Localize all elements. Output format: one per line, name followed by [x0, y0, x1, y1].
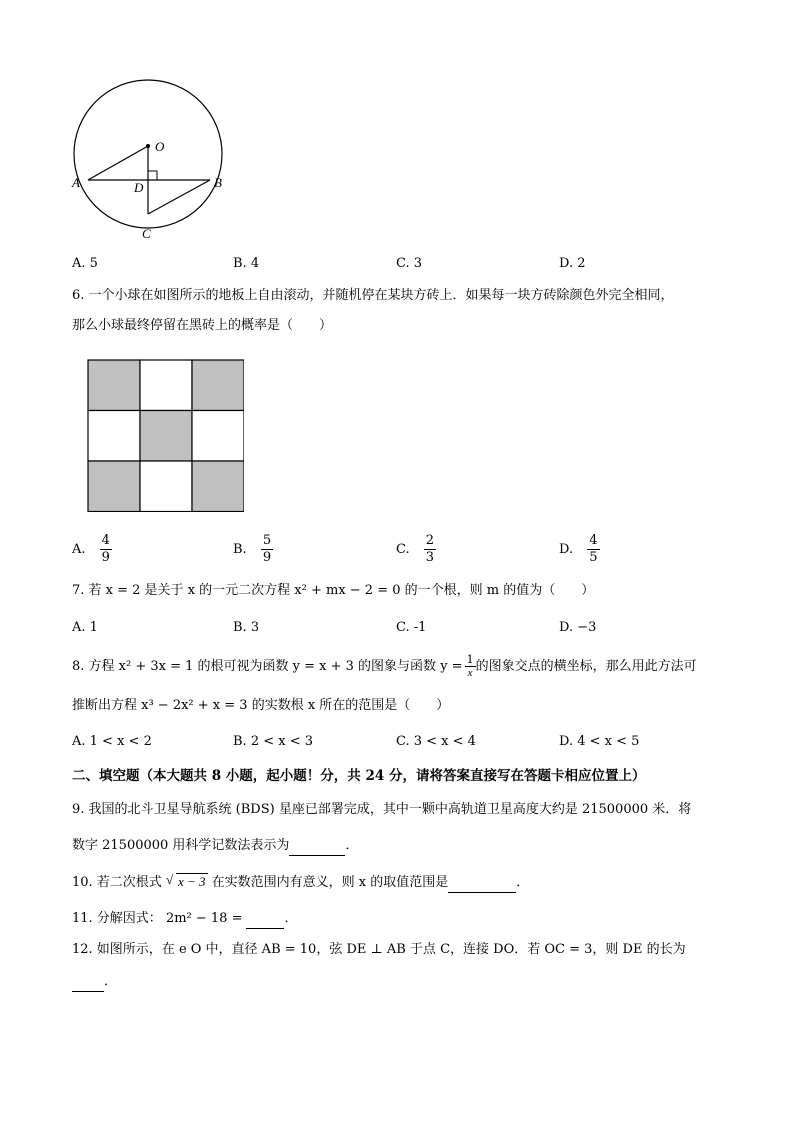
sqrt-sign: √ — [165, 872, 174, 887]
white-tile — [140, 461, 192, 512]
denominator: x — [467, 667, 473, 679]
option-letter: B. — [233, 542, 247, 557]
numerator: 4 — [101, 533, 110, 548]
q8-text-line2: 推断出方程 x³ − 2x² + x = 3 的实数根 x 所在的范围是（ ） — [72, 698, 450, 713]
q10-text: 10. 若二次根式 √ x − 3 在实数范围内有意义，则 x 的取值范围是 ． — [72, 872, 529, 893]
fraction — [587, 533, 599, 566]
q6-text-line1: 6. 一个小球在如图所示的地板上自由滚动，并随机停在某块方砖上．如果每一块方砖除颜色外完全相同， — [72, 288, 674, 303]
denominator: 9 — [262, 550, 272, 565]
q7-option-a: A. 1 — [72, 620, 98, 635]
q8-line1-part-b: 的图象交点的横坐标，那么用此方法可 — [475, 659, 697, 674]
q10-part-b: 在实数范围内有意义，则 x 的取值范围是 — [211, 875, 449, 890]
q5-option-b: B. 4 — [233, 256, 260, 271]
label-o: O — [155, 139, 165, 154]
q10-answer-blank[interactable] — [448, 878, 516, 893]
q8-option-a: A. 1 < x < 2 — [72, 734, 152, 749]
q7-option-d: D. −3 — [559, 620, 597, 635]
q6-option-a — [72, 533, 112, 566]
white-tile — [88, 411, 140, 462]
label-a: A — [72, 175, 80, 190]
denominator: 3 — [425, 550, 435, 565]
q7-option-b: B. 3 — [233, 620, 260, 635]
center-point — [146, 144, 150, 148]
q7-option-c: C. -1 — [396, 620, 427, 635]
q10-part-a: 10. 若二次根式 — [72, 875, 162, 890]
q6-tile-grid — [86, 358, 244, 512]
q9-text-line2: 数字 21500000 用科学记数法表示为 ． — [72, 836, 358, 856]
black-tile — [88, 461, 140, 512]
right-angle-mark — [148, 171, 157, 180]
fraction — [261, 533, 273, 566]
q9-text-line1: 9. 我国的北斗卫星导航系统 (BDS) 星座已部署完成，其中一颗中高轨道卫星高度大约是 21500000 米．将 — [72, 802, 692, 817]
black-tile — [140, 411, 192, 462]
black-tile — [192, 461, 244, 512]
q6-text-line2: 那么小球最终停留在黑砖上的概率是（ ） — [72, 318, 333, 333]
segment-cb — [148, 180, 210, 214]
fraction — [424, 533, 436, 566]
q8-option-c: C. 3 < x < 4 — [396, 734, 476, 749]
fraction — [100, 533, 112, 566]
option-letter: C. — [396, 542, 410, 557]
label-b: B — [214, 175, 222, 190]
q5-option-d: D. 2 — [559, 256, 586, 271]
q8-line1-part-a: 8. 方程 x² + 3x = 1 的根可视为函数 y = x + 3 的图象与函数 y = — [72, 659, 463, 674]
q8-text-line1 — [72, 654, 697, 679]
q9-answer-blank[interactable] — [289, 841, 345, 856]
q11-expression: 11. 分解因式： 2m² − 18 = — [72, 911, 243, 926]
denominator: 9 — [101, 550, 110, 565]
q6-option-c — [396, 533, 436, 566]
q11-text: 11. 分解因式： 2m² − 18 = ． — [72, 909, 298, 929]
q8-option-b: B. 2 < x < 3 — [233, 734, 314, 749]
white-tile — [140, 360, 192, 411]
numerator: 5 — [262, 533, 272, 548]
q12-answer-blank[interactable] — [72, 977, 104, 992]
q12-text-line2: ． — [72, 972, 117, 992]
label-c: C — [142, 226, 151, 241]
q5-circle-figure — [60, 68, 240, 248]
q7-text: 7. 若 x = 2 是关于 x 的一元二次方程 x² + mx − 2 = 0 的一个根，则 m 的值为（ ） — [72, 583, 595, 598]
q9-line2-text: 数字 21500000 用科学记数法表示为 — [72, 838, 290, 853]
segment-ao — [88, 146, 148, 180]
section-fill-in-heading: 二、填空题（本大题共 8 小题，起小题！分，共 24 分，请将答案直接写在答题卡相应位置上） — [72, 768, 646, 784]
black-tile — [88, 360, 140, 411]
option-letter: A. — [72, 542, 86, 557]
radicand: x − 3 — [177, 874, 206, 889]
q8-fraction — [465, 654, 476, 679]
denominator: 5 — [589, 550, 598, 565]
label-d: D — [134, 180, 144, 195]
q11-answer-blank[interactable] — [246, 914, 284, 929]
q6-option-b — [233, 533, 273, 566]
numerator: 4 — [589, 533, 598, 548]
black-tile — [192, 360, 244, 411]
numerator: 2 — [425, 533, 435, 548]
q12-text-line1: 12. 如图所示，在 e O 中，直径 AB = 10，弦 DE ⊥ AB 于点 C，连接 DO．若 OC = 3，则 DE 的长为 — [72, 942, 686, 957]
q5-option-a: A. 5 — [72, 256, 98, 271]
option-letter: D. — [559, 542, 574, 557]
white-tile — [192, 411, 244, 462]
q5-option-c: C. 3 — [396, 256, 423, 271]
q8-option-d: D. 4 < x < 5 — [559, 734, 640, 749]
q6-option-d — [559, 533, 600, 566]
sqrt-expression — [166, 872, 208, 892]
numerator: 1 — [466, 653, 474, 666]
